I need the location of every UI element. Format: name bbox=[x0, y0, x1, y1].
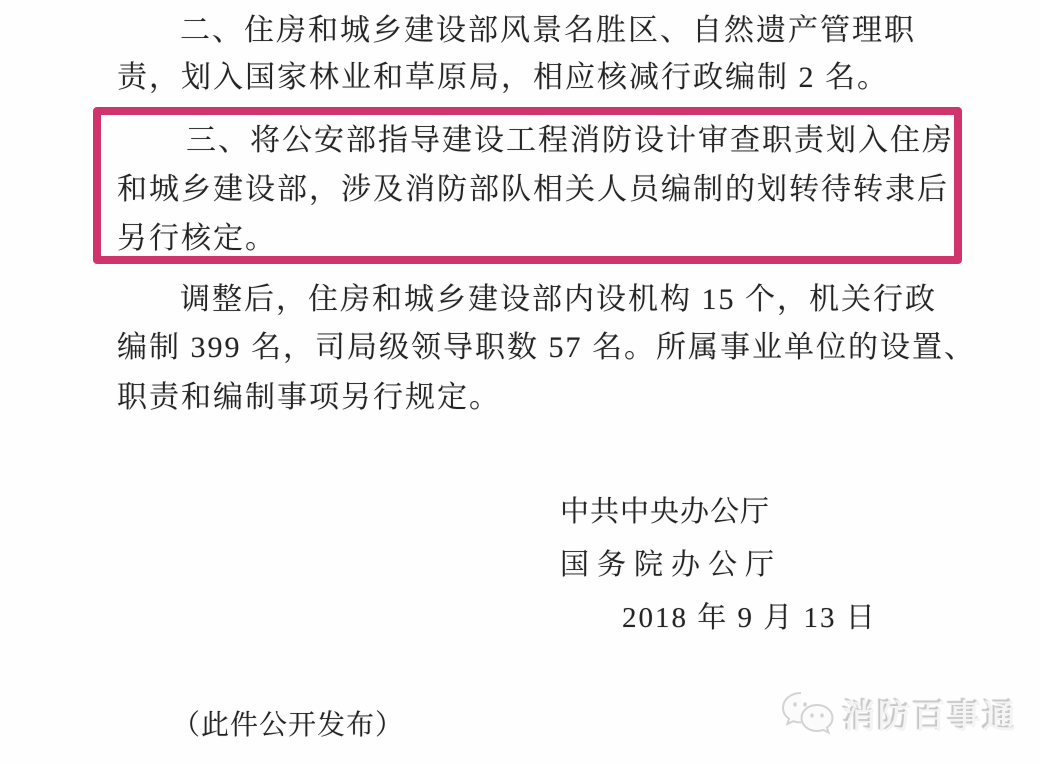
signature-date: 2018 年 9 月 13 日 bbox=[622, 602, 877, 634]
signature-org-state-council-office: 国务院办公厅 bbox=[560, 549, 783, 581]
para-scenic-line-2: 责，划入国家林业和草原局，相应核减行政编制 2 名。 bbox=[117, 61, 889, 94]
public-release-note: （此件公开发布） bbox=[172, 710, 405, 741]
watermark-label: 消防百事通 bbox=[843, 697, 1018, 735]
wechat-icon bbox=[779, 688, 837, 740]
para-adjust-line-3: 职责和编制事项另行规定。 bbox=[117, 381, 501, 414]
watermark bbox=[779, 688, 1018, 740]
para-adjust-line-2: 编制 399 名，司局级领导职数 57 名。所属事业单位的设置、 bbox=[117, 331, 976, 364]
para-adjust-line-1: 调整后，住房和城乡建设部内设机构 15 个，机关行政 bbox=[180, 283, 937, 316]
para-scenic-line-1: 二、住房和城乡建设部风景名胜区、自然遗产管理职 bbox=[180, 14, 916, 47]
para-fire-line-2: 和城乡建设部，涉及消防部队相关人员编制的划转待转隶后 bbox=[117, 173, 949, 206]
para-fire-line-1: 三、将公安部指导建设工程消防设计审查职责划入住房 bbox=[186, 124, 954, 157]
signature-org-central-office: 中共中央办公厅 bbox=[560, 496, 771, 528]
para-fire-line-3: 另行核定。 bbox=[117, 222, 277, 255]
